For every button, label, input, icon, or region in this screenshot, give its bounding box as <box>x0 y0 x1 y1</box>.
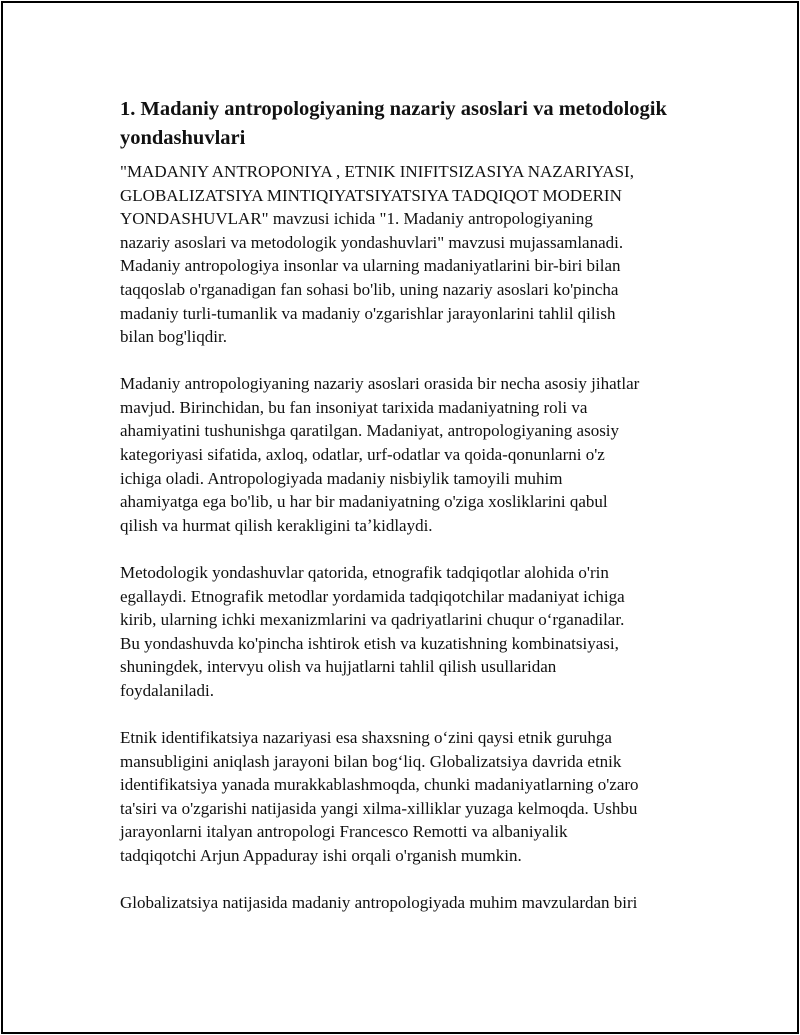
paragraph-2: Madaniy antropologiyaning nazariy asoslari orasida bir necha asosiy jihatlar mavjud. Birinchidan, bu fan insoniyat tarixida madaniyatning roli va ahamiyatini tushunishga qaratilgan. Madaniyat, antropologiyaning asosiy kategoriyasi sifatida, axloq, odatlar, urf-odatlar va qoida-qonunlarni o'z ichiga oladi. Antropologiyada madaniy nisbiylik tamoyili muhim ahamiyatga ega bo'lib, u har bir madaniyatning o'ziga xosliklarini qabul qilish va hurmat qilish kerakligini taʼkidlaydi. <box>120 374 640 535</box>
paragraph-1: "MADANIY ANTROPONIYA , ETNIK INIFITSIZASIYA NAZARIYASI, GLOBALIZATSIYA MINTIQIYATSIYATSIYA TADQIQOT MODERIN YONDASHUVLAR" mavzusi ichida "1. Madaniy antropologiyaning nazariy asoslari va metodologik yondashuvlari" mavzusi mujassamlanadi. Madaniy antropologiya insonlar va ularning madaniyatlarini bir-biri bilan taqqoslab o'rganadigan fan sohasi bo'lib, uning nazariy asoslari ko'pincha madaniy turli-tumanlik va madaniy o'zgarishlar jarayonlarini tahlil qilish bilan bog'liqdir. <box>120 162 634 347</box>
section-heading: 1. Madaniy antropologiyaning nazariy asoslari va metodologik yondashuvlari <box>120 98 667 149</box>
document-body <box>120 95 690 938</box>
paragraph-3: Metodologik yondashuvlar qatorida, etnografik tadqiqotlar alohida o'rin egallaydi. Etnografik metodlar yordamida tadqiqotchilar madaniyat ichiga kirib, ularning ichki mexanizmlarini va qadriyatlarini chuqur oʻrganadilar. Bu yondashuvda ko'pincha ishtirok etish va kuzatishning kombinatsiyasi, shuningdek, intervyu olish va hujjatlarni tahlil qilish usullaridan foydalaniladi. <box>120 562 625 700</box>
paragraph-4: Etnik identifikatsiya nazariyasi esa shaxsning oʻzini qaysi etnik guruhga mansubligini aniqlash jarayoni bilan bogʻliq. Globalizatsiya davrida etnik identifikatsiya yanada murakkablashmoqda, chunki madaniyatlarning o'zaro ta'siri va o'zgarishi natijasida yangi xilma-xilliklar yuzaga kelmoqda. Ushbu jarayonlarni italyan antropologi Francesco Remotti va albaniyalik tadqiqotchi Arjun Appaduray ishi orqali o'rganish mumkin. <box>120 727 639 865</box>
document-page <box>1 1 799 1034</box>
paragraph-5: Globalizatsiya natijasida madaniy antropologiyada muhim mavzulardan biri <box>120 893 638 913</box>
